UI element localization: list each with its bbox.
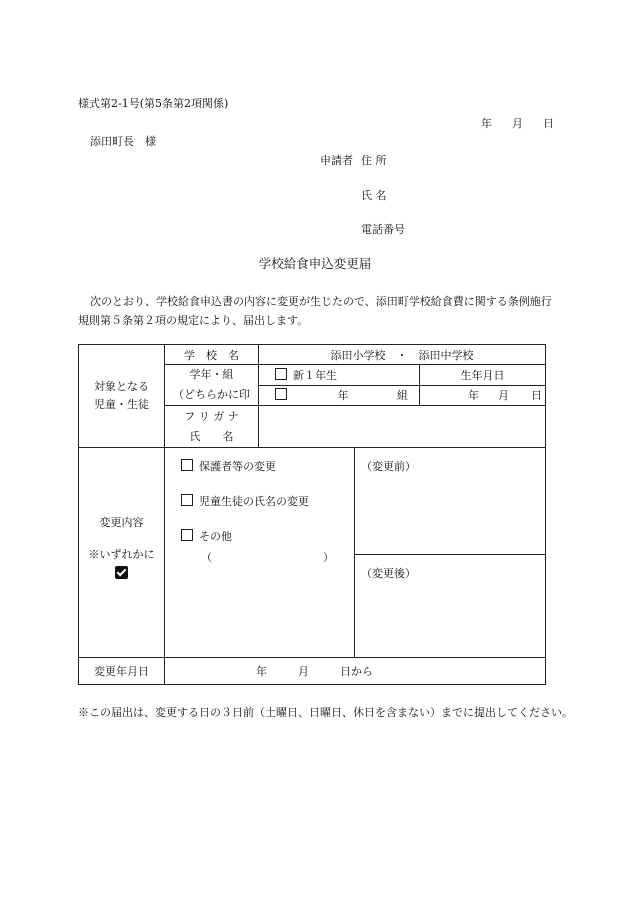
checkbox[interactable] — [275, 388, 287, 400]
change-form-table — [78, 344, 546, 685]
change-options-cell — [165, 448, 355, 658]
checkbox[interactable] — [181, 494, 193, 506]
birth-year-unit: 年 — [468, 388, 479, 402]
check-icon — [115, 566, 128, 579]
change-date-label: 変更年月日 — [79, 658, 165, 685]
change-label: 変更内容 — [99, 516, 144, 529]
other-close-paren: ） — [323, 551, 334, 564]
option-name-change[interactable] — [181, 493, 354, 528]
school-value: 添田小学校 ・ 添田中学校 — [259, 345, 546, 365]
applicant-label: 申請者 — [320, 154, 353, 167]
change-date-field[interactable] — [165, 658, 546, 685]
phone-label: 電話番号 — [361, 223, 405, 236]
change-date-month-unit: 月 — [298, 665, 309, 678]
school-label: 学 校 名 — [165, 345, 259, 365]
before-label: （変更前） — [361, 460, 416, 473]
date-year-label: 年 — [481, 117, 492, 130]
grade-label-line1: 学年・組 — [189, 368, 234, 381]
target-label-cell — [79, 345, 165, 448]
new-first-year-label: 新１年生 — [293, 368, 337, 382]
page-title: 学校給食申込変更届 — [258, 256, 372, 271]
checkbox[interactable] — [181, 529, 193, 541]
name-label: 氏 名 — [361, 189, 387, 202]
target-label-line2: 児童・生徒 — [94, 398, 149, 411]
new-first-year-option[interactable] — [259, 365, 420, 386]
child-name-field[interactable] — [259, 406, 546, 448]
birth-label: 生年月日 — [420, 365, 546, 386]
grade-class-option[interactable] — [259, 385, 420, 406]
date-day-label: 日 — [543, 117, 554, 130]
option-label: その他 — [199, 530, 232, 543]
option-label: 保護者等の変更 — [199, 460, 276, 473]
child-name-label: 氏 名 — [189, 429, 234, 443]
after-field[interactable] — [355, 555, 546, 658]
birth-month-unit: 月 — [498, 388, 509, 402]
birth-date-field[interactable] — [420, 385, 546, 406]
option-other[interactable] — [181, 528, 354, 544]
other-open-paren: （ — [201, 551, 212, 564]
change-label-cell — [79, 448, 165, 658]
addressee: 添田町長 様 — [90, 135, 156, 148]
grade-class-unit: 組 — [397, 389, 408, 403]
after-label: （変更後） — [361, 567, 416, 580]
furigana-label: フ リ ガ ナ — [184, 409, 239, 423]
checkbox[interactable] — [275, 368, 287, 380]
date-month-label: 月 — [512, 117, 523, 130]
before-field[interactable] — [355, 448, 546, 555]
intro-paragraph: 次のとおり、学校給食申込書の内容に変更が生じたので、添田町学校給食費に関する条例施行規則第５条第２項の規定により、届出します。 — [78, 295, 552, 327]
option-guardian[interactable] — [181, 458, 354, 493]
checkbox[interactable] — [181, 459, 193, 471]
change-date-year-unit: 年 — [256, 665, 267, 678]
form-number: 様式第2-1号(第5条第2項関係) — [78, 97, 229, 110]
furigana-name-label-cell — [165, 406, 259, 448]
grade-label-cell — [165, 365, 259, 406]
footnote: ※この届出は、変更する日の３日前（土曜日、日曜日、休日を含まない）までに提出してください。 — [78, 706, 573, 719]
grade-year-unit: 年 — [337, 389, 349, 403]
option-label: 児童生徒の氏名の変更 — [199, 495, 309, 508]
grade-label-line2: （どちらかに印 — [173, 388, 250, 401]
change-note: ※いずれかに — [88, 548, 155, 561]
change-date-from: 日から — [340, 665, 373, 678]
address-label: 住 所 — [361, 154, 387, 167]
birth-day-unit: 日 — [531, 388, 542, 402]
target-label-line1: 対象となる — [94, 380, 149, 393]
